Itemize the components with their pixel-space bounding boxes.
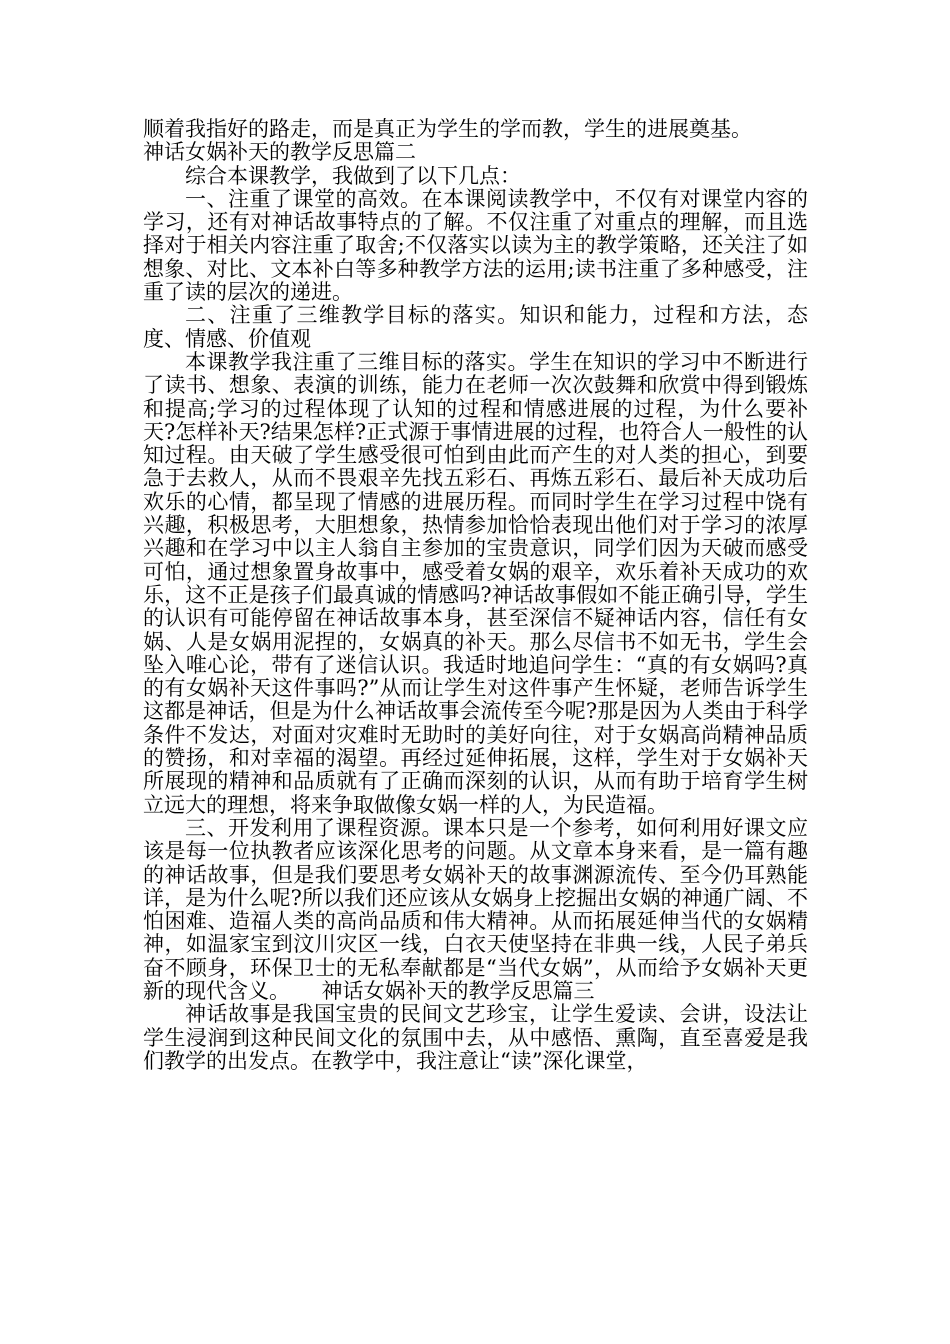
paragraph-section-3-intro: 神话故事是我国宝贵的民间文艺珍宝，让学生爱读、会讲，设法让学生浸润到这种民间文化的氛围中去，从中感悟、熏陶，直至喜爱是我们教学的出发点。在教学中，我注意让“读”深化课堂， xyxy=(143,1002,808,1073)
paragraph-1: 顺着我指好的路走，而是真正为学生的学而教，学生的进展奠基。 xyxy=(143,117,752,141)
paragraph-summary: 综合本课教学，我做到了以下几点： xyxy=(185,163,521,188)
paragraph-point-2: 二、注重了三维教学目标的落实。知识和能力，过程和方法，态度、情感、价值观 xyxy=(143,303,808,351)
paragraph-point-1: 一、注重了课堂的高效。在本课阅读教学中，不仅有对课堂内容的学习，还有对神话故事特点的了解。不仅注重了对重点的理解，而且选择对于相关内容注重了取舍;不仅落实以读为主的教学策略，还关注了如想象、对比、文本补白等多种教学方法的运用;读书注重了多种感受，注重了读的层次的递进。 xyxy=(143,186,808,305)
paragraph-three-goals: 本课教学我注重了三维目标的落实。学生在知识的学习中不断进行了读书、想象、表演的训练，能力在老师一次次鼓舞和欣赏中得到锻炼和提高;学习的过程体现了认知的过程和情感进展的过程，为什么要补天?怎样补天?结果怎样?正式源于事情进展的过程，也符合人一般性的认知过程。由天破了学生感受很可怕到由此而产生的对人类的担心，到要急于去救人，从而不畏艰辛先找五彩石、再炼五彩石、最后补天成功后欢乐的心情，都呈现了情感的进展历程。而同时学生在学习过程中饶有兴趣，积极思考，大胆想象，热情参加恰恰表现出他们对于学习的浓厚兴趣和在学习中以主人翁自主参加的宝贵意识，同学们因为天破而感受可怕，通过想象置身故事中，感受着女娲的艰辛，欢乐着补天成功的欢乐，这不正是孩子们最真诚的情感吗?神话故事假如不能正确引导，学生的认识有可能停留在神话故事本身，甚至深信不疑神话内容，信任有女娲、人是女娲用泥捏的，女娲真的补天。那么尽信书不如无书，学生会坠入唯心论，带有了迷信认识。我适时地追问学生：“真的有女娲吗?真的有女娲补天这件事吗?”从而让学生对这件事产生怀疑，老师告诉学生这都是神话，但是为什么神话故事会流传至今呢?那是因为人类由于科学条件不发达，对面对灾难时无助时的美好向往，对于女娲高尚精神品质的赞扬，和对幸福的渴望。再经过延伸拓展，这样，学生对于女娲补天所展现的精神和品质就有了正确而深刻的认识，从而有助于培育学生树立远大的理想，将来争取做像女娲一样的人，为民造福。 xyxy=(143,349,808,817)
section-heading-2: 神话女娲补天的教学反思篇二 xyxy=(143,140,416,165)
document-body xyxy=(143,118,808,1073)
paragraph-point-3: 三、开发利用了课程资源。课本只是一个参考，如何利用好课文应该是每一位执教者应该深化思考的问题。从文章本身来看，是一篇有趣的神话故事，但是我们要思考女娲补天的故事渊源流传、至今仍耳熟能详，是为什么呢?所以我们还应该从女娲身上挖掘出女娲的神通广阔、不怕困难、造福人类的高尚品质和伟大精神。从而拓展延伸当代的女娲精神，如温家宝到汶川灾区一线，白衣天使坚持在非典一线，人民子弟兵奋不顾身，环保卫士的无私奉献都是“当代女娲”，从而给予女娲补天更新的现代含义。 神话女娲补天的教学反思篇三 xyxy=(143,815,808,1003)
